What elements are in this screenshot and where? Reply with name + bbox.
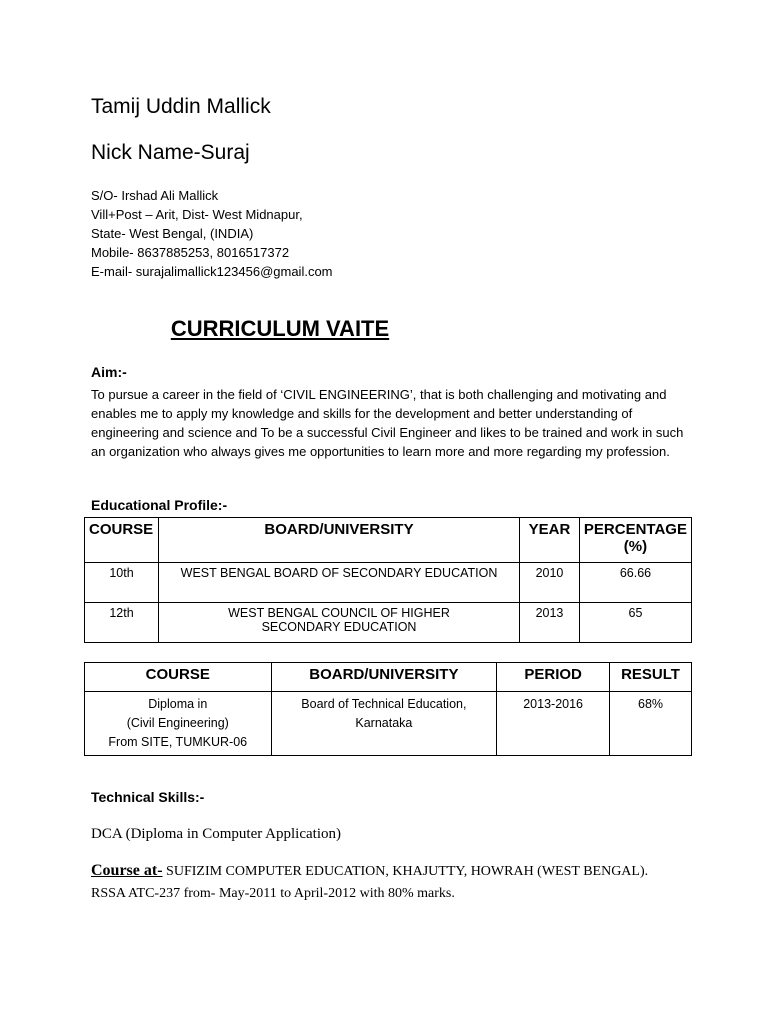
table-row — [85, 692, 692, 756]
table-header-row — [85, 663, 692, 692]
header-period: PERIOD — [497, 663, 610, 692]
cell-percentage: 65 — [579, 603, 691, 643]
email-address: E-mail- surajalimallick123456@gmail.com — [91, 264, 333, 279]
address-state: State- West Bengal, (INDIA) — [91, 226, 254, 241]
table-header-row — [85, 518, 692, 563]
header-board: BOARD/UNIVERSITY — [158, 518, 519, 563]
aim-heading: Aim:- — [91, 364, 127, 380]
cell-board: WEST BENGAL BOARD OF SECONDARY EDUCATION — [158, 563, 519, 603]
address-block — [91, 186, 333, 281]
address-village: Vill+Post – Arit, Dist- West Midnapur, — [91, 207, 303, 222]
cell-result: 68% — [610, 692, 692, 756]
header-percentage: PERCENTAGE (%) — [579, 518, 691, 563]
cell-period: 2013-2016 — [497, 692, 610, 756]
header-board: BOARD/UNIVERSITY — [271, 663, 497, 692]
nick-name: Nick Name-Suraj — [91, 141, 250, 164]
course-text: SUFIZIM COMPUTER EDUCATION, KHAJUTTY, HOWRAH (WEST BENGAL). RSSA ATC-237 from- May-2011 to April-2012 with 80% marks. — [91, 864, 649, 901]
dca-line: DCA (Diploma in Computer Application) — [91, 826, 341, 842]
header-result: RESULT — [610, 663, 692, 692]
technical-skills-heading: Technical Skills:- — [91, 789, 205, 805]
cell-year: 2010 — [520, 563, 580, 603]
cell-course: 10th — [85, 563, 159, 603]
diploma-table — [84, 662, 692, 756]
cell-year: 2013 — [520, 603, 580, 643]
aim-text: To pursue a career in the field of ‘CIVIL ENGINEERING’, that is both challenging and motivating and enables me to apply my knowledge and skills for the development and better understanding of engineering and science and To be a successful Civil Engineer and likes to be trained and work in such an organization who always gives me opportunities to learn more and more regarding my profession. — [91, 387, 684, 459]
header-year: YEAR — [520, 518, 580, 563]
candidate-name: Tamij Uddin Mallick — [91, 95, 271, 118]
table-row — [85, 603, 692, 643]
cell-board: WEST BENGAL COUNCIL OF HIGHER SECONDARY EDUCATION — [158, 603, 519, 643]
cell-percentage: 66.66 — [579, 563, 691, 603]
cell-course: Diploma in (Civil Engineering) From SITE, TUMKUR-06 — [85, 692, 272, 756]
school-education-table — [84, 517, 692, 643]
table-row — [85, 563, 692, 603]
course-paragraph — [91, 860, 651, 905]
cell-board: Board of Technical Education, Karnataka — [271, 692, 497, 756]
father-name: S/O- Irshad Ali Mallick — [91, 188, 219, 203]
header-course: COURSE — [85, 663, 272, 692]
education-heading: Educational Profile:- — [91, 497, 228, 513]
cell-course: 12th — [85, 603, 159, 643]
mobile-number: Mobile- 8637885253, 8016517372 — [91, 245, 290, 260]
header-course: COURSE — [85, 518, 159, 563]
document-title — [0, 316, 560, 342]
course-label: Course at- — [91, 862, 163, 879]
document-title-text: CURRICULUM VAITE — [170, 316, 390, 341]
